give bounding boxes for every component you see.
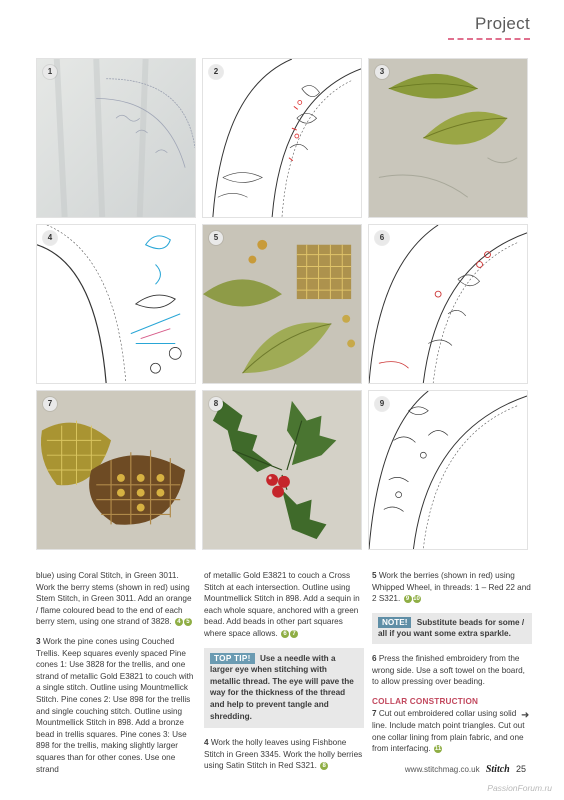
step-badge: 7	[290, 630, 298, 638]
instruction-text: Press the finished embroidery from the wrong side. Use a soft towel on the board, to allow pressing over beading.	[372, 653, 525, 687]
photo-3	[368, 58, 528, 218]
leaves-beads-image	[203, 225, 361, 383]
section-title: Project	[474, 14, 530, 33]
photo-1	[36, 58, 196, 218]
text-column-1	[36, 570, 196, 783]
photo-number: 5	[209, 231, 223, 245]
photo-number: 4	[43, 231, 57, 245]
fabric-tracing-image	[37, 59, 195, 217]
text-column-3	[372, 570, 532, 763]
photo-number: 7	[43, 397, 57, 411]
photo-8	[202, 390, 362, 550]
collar-outline-image	[369, 391, 527, 549]
tip-text: Use a needle with a larger eye when stitching with metallic thread. The eye will pave the way for the thickness of the thread and help to prevent tangle and shredding.	[210, 653, 354, 721]
collar-pattern-image	[203, 59, 361, 217]
step-badge: 10	[413, 596, 420, 603]
tip-tag: TOP TIP!	[210, 653, 255, 665]
continued-paragraph: blue) using Coral Stitch, in Green 3011. Work the berry stems (shown in red) using Stem Stitch, in Green 3011. Add an orange / flame coloured bead to the end of each berry stem, using one strand of 3828.	[36, 571, 192, 627]
step-number: 7	[372, 709, 377, 719]
site-watermark: PassionForum.ru	[487, 783, 552, 793]
photo-7	[36, 390, 196, 550]
photo-grid	[36, 58, 528, 550]
berry-pattern-image	[369, 225, 527, 383]
continued-paragraph: of metallic Gold E3821 to couch a Cross Stitch at each intersection. Outline using Mountmellick Stitch in 898. Add a sequin in each whole square, anchored with a green bead. Add beads in other part squares where space allows.	[204, 571, 360, 638]
step-number: 5	[372, 571, 377, 580]
step-badge: 4	[175, 618, 183, 626]
text-column-2	[204, 570, 364, 780]
step-badge: 11	[434, 745, 442, 752]
photo-number: 1	[43, 65, 57, 79]
pine-cone-image	[37, 391, 195, 549]
step-number: 3	[36, 636, 41, 646]
instruction-text: Cut out embroidered collar using solid line. Include match point triangles. Cut out one collar lining from plain fabric, and one from interfacing.	[372, 709, 525, 754]
photo-number: 3	[375, 65, 389, 79]
photo-number: 8	[209, 397, 223, 411]
note-box	[372, 613, 532, 644]
photo-number: 6	[375, 231, 389, 245]
note-tag: NOTE!	[378, 617, 411, 629]
leaf-embroidery-image	[369, 59, 527, 217]
top-tip-box	[204, 648, 364, 729]
section-heading: COLLAR CONSTRUCTION	[372, 696, 479, 706]
step-badge: 6	[281, 630, 289, 638]
instruction-text: Work the berries (shown in red) using Whipped Wheel, in threads: 1 – Red 22 and 2 S321.	[372, 571, 531, 604]
step-badge: 5	[184, 618, 192, 626]
title-dashed-underline	[448, 38, 530, 40]
step-badge: 8	[320, 762, 328, 770]
instruction-text: Work the holly leaves using Fishbone Stitch in Green 3345. Work the holly berries using Satin Stitch in Red S321.	[204, 738, 363, 771]
page-number: 25	[515, 764, 526, 774]
photo-9	[368, 390, 528, 550]
photo-number: 9	[375, 397, 389, 411]
page-header	[448, 14, 530, 40]
step-badge: 9	[404, 595, 412, 603]
photo-number: 2	[209, 65, 223, 79]
page-footer	[405, 764, 526, 775]
holly-image	[203, 391, 361, 549]
note-text: Substitute beads for some / all if you want some extra sparkle.	[378, 617, 525, 639]
website-url[interactable]: www.stitchmag.co.uk	[404, 765, 480, 774]
stitch-guide-image	[37, 225, 195, 383]
photo-4	[36, 224, 196, 384]
photo-6	[368, 224, 528, 384]
instruction-text: Work the pine cones using Couched Trellis. Keep squares evenly spaced Pine cones 1: Use 3828 for the trellis, and one strand of metallic Gold E3821 to couch with a single stitch. Outline using Mountmellick Stitch. Pine cones 2: Use 898 for the trellis and single couching stitch. Outline using Mountmellick Stitch in 898. Add a bronze bead in trellis squares. Pine cones 3: Use 898 for the trellis, making slightly larger squares than for other cones. Use one strand	[36, 636, 194, 774]
step-number: 4	[204, 738, 209, 748]
continue-arrow-icon: ➜	[521, 710, 530, 721]
magazine-brand: Stitch	[485, 764, 510, 775]
step-number: 6	[372, 653, 377, 663]
photo-5	[202, 224, 362, 384]
photo-2	[202, 58, 362, 218]
